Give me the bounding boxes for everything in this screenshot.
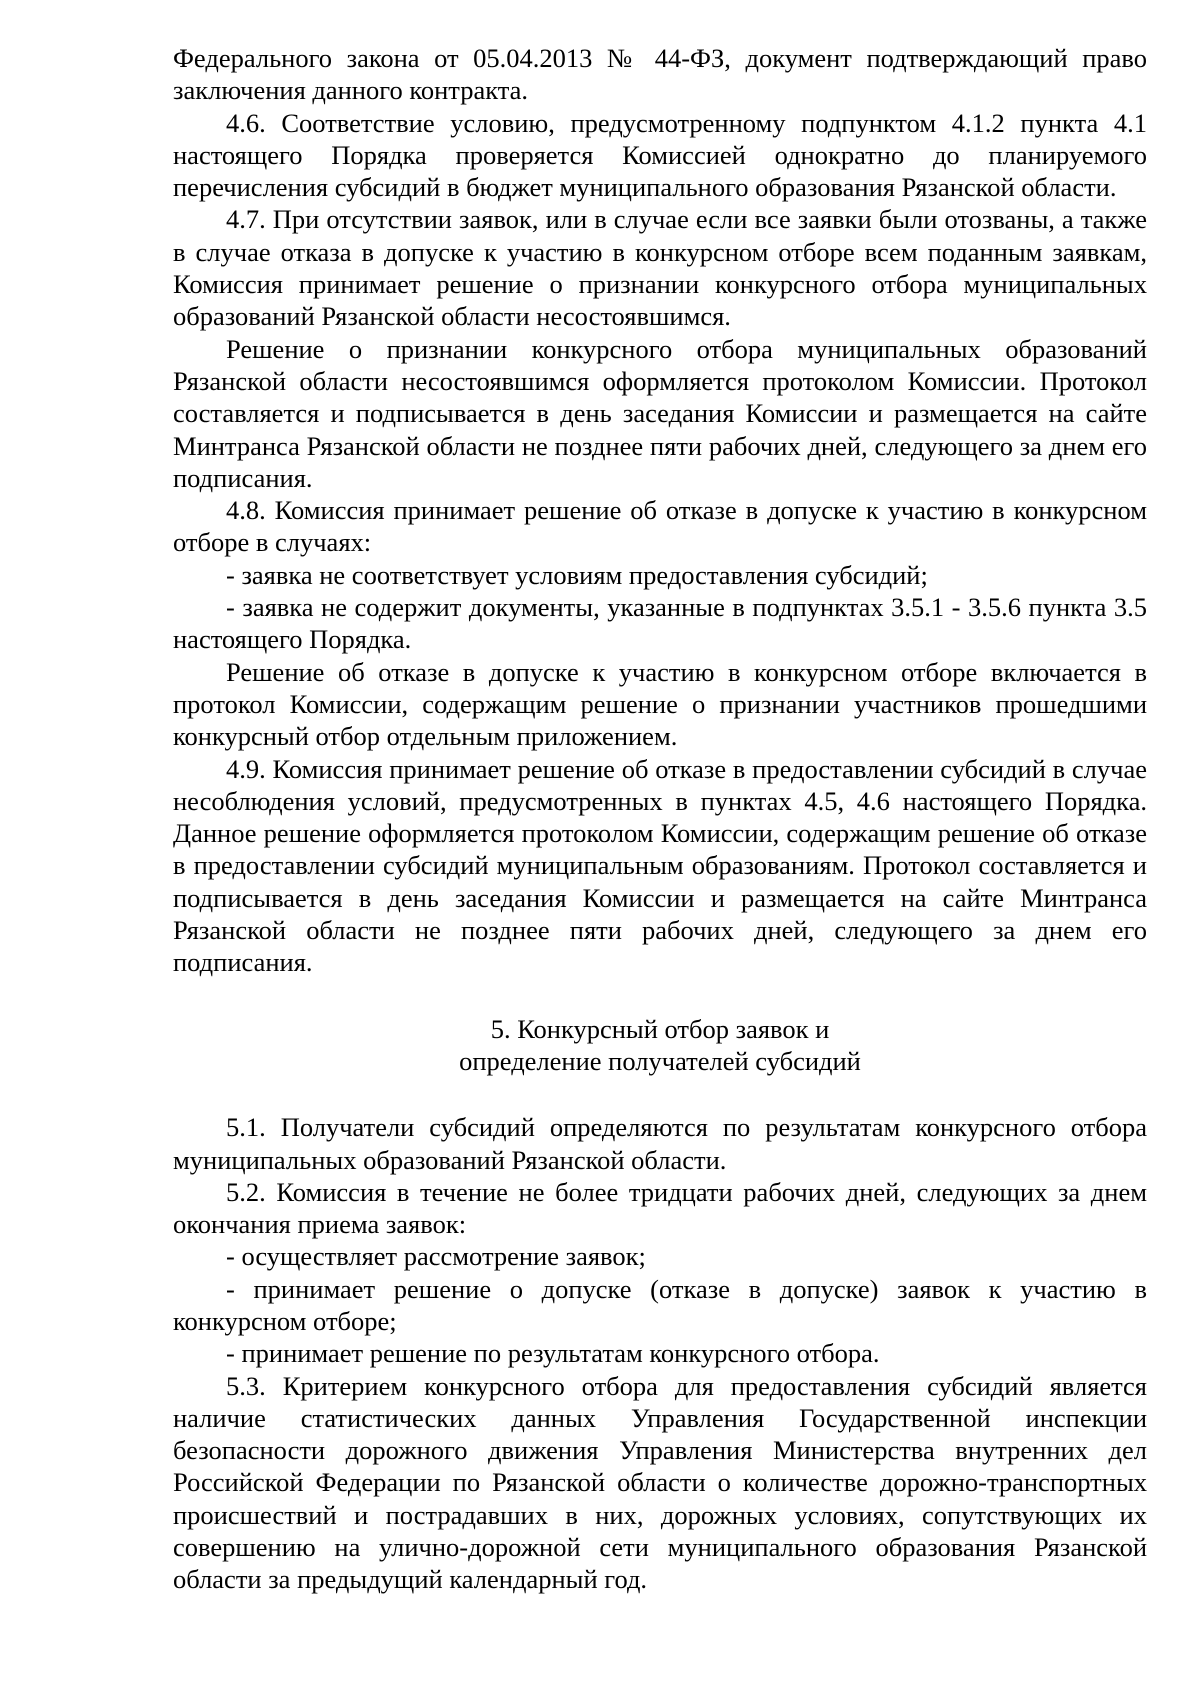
list-item-4-8-a: - заявка не соответствует условиям предоставления субсидий; bbox=[226, 559, 928, 590]
list-item-5-2-b: - принимает решение о допуске (отказе в допуске) заявок к участию в конкурсном отборе; bbox=[173, 1273, 1147, 1336]
paragraph-continuation: Федерального закона от 05.04.2013 № 44-ФЗ, документ подтверждающий право заключения данного контракта. bbox=[173, 43, 1147, 106]
section-5-heading-line2: определение получателей субсидий bbox=[459, 1045, 861, 1076]
paragraph-4-7-decision: Решение о признании конкурсного отбора муниципальных образований Рязанской области несостоявшимся оформляется протоколом Комиссии. Протокол составляется и подписывается в день заседания Комиссии и размещается на сайте Минтранса Рязанской области не позднее пяти рабочих дней, следующего за днем его подписания. bbox=[173, 333, 1147, 493]
paragraph-5-2: 5.2. Комиссия в течение не более тридцати рабочих дней, следующих за днем окончания приема заявок: bbox=[173, 1176, 1147, 1240]
paragraph-4-7: 4.7. При отсутствии заявок, или в случае если все заявки были отозваны, а также в случае отказа в допуске к участию в конкурсном отборе всем поданным заявкам, Комиссия принимает решение о признании конкурсного отбора муниципальных образований Рязанской области несостоявшимся. bbox=[173, 204, 1147, 332]
list-item-4-8-b: - заявка не содержит документы, указанные в подпунктах 3.5.1 - 3.5.6 пункта 3.5 настоящего Порядка. bbox=[173, 592, 1147, 655]
section-5-heading-line1: 5. Конкурсный отбор заявок и bbox=[490, 1013, 830, 1044]
paragraph-4-8: 4.8. Комиссия принимает решение об отказе в допуске к участию в конкурсном отборе в случаях: bbox=[173, 495, 1147, 558]
paragraph-4-6: 4.6. Соответствие условию, предусмотренному подпунктом 4.1.2 пункта 4.1 настоящего Порядка проверяется Комиссией однократно до планируемого перечисления субсидий в бюджет муниципального образования Рязанской области. bbox=[173, 107, 1147, 203]
paragraph-5-1: 5.1. Получатели субсидий определяются по результатам конкурсного отбора муниципальных образований Рязанской области. bbox=[173, 1112, 1147, 1175]
document-page bbox=[173, 42, 1147, 1596]
section-5-heading bbox=[173, 1013, 1147, 1078]
paragraph-4-8-decision: Решение об отказе в допуске к участию в конкурсном отборе включается в протокол Комиссии, содержащим решение о признании участников прошедшими конкурсный отбор отдельным приложением. bbox=[173, 656, 1147, 752]
list-item-5-2-a: - осуществляет рассмотрение заявок; bbox=[226, 1241, 646, 1272]
paragraph-4-9: 4.9. Комиссия принимает решение об отказе в предоставлении субсидий в случае несоблюдения условий, предусмотренных в пунктах 4.5, 4.6 настоящего Порядка. Данное решение оформляется протоколом Комиссии, содержащим решение об отказе в предоставлении субсидий муниципальным образованиям. Протокол составляется и подписывается в день заседания Комиссии и размещается на сайте Минтранса Рязанской области не позднее пяти рабочих дней, следующего за днем его подписания. bbox=[173, 753, 1147, 978]
paragraph-5-3: 5.3. Критерием конкурсного отбора для предоставления субсидий является наличие статистических данных Управления Государственной инспекции безопасности дорожного движения Управления Министерства внутренних дел Российской Федерации по Рязанской области о количестве дорожно-транспортных происшествий и пострадавших в них, дорожных условиях, сопутствующих их совершению на улично-дорожной сети муниципального образования Рязанской области за предыдущий календарный год. bbox=[173, 1370, 1147, 1595]
list-item-5-2-c: - принимает решение по результатам конкурсного отбора. bbox=[226, 1338, 880, 1369]
